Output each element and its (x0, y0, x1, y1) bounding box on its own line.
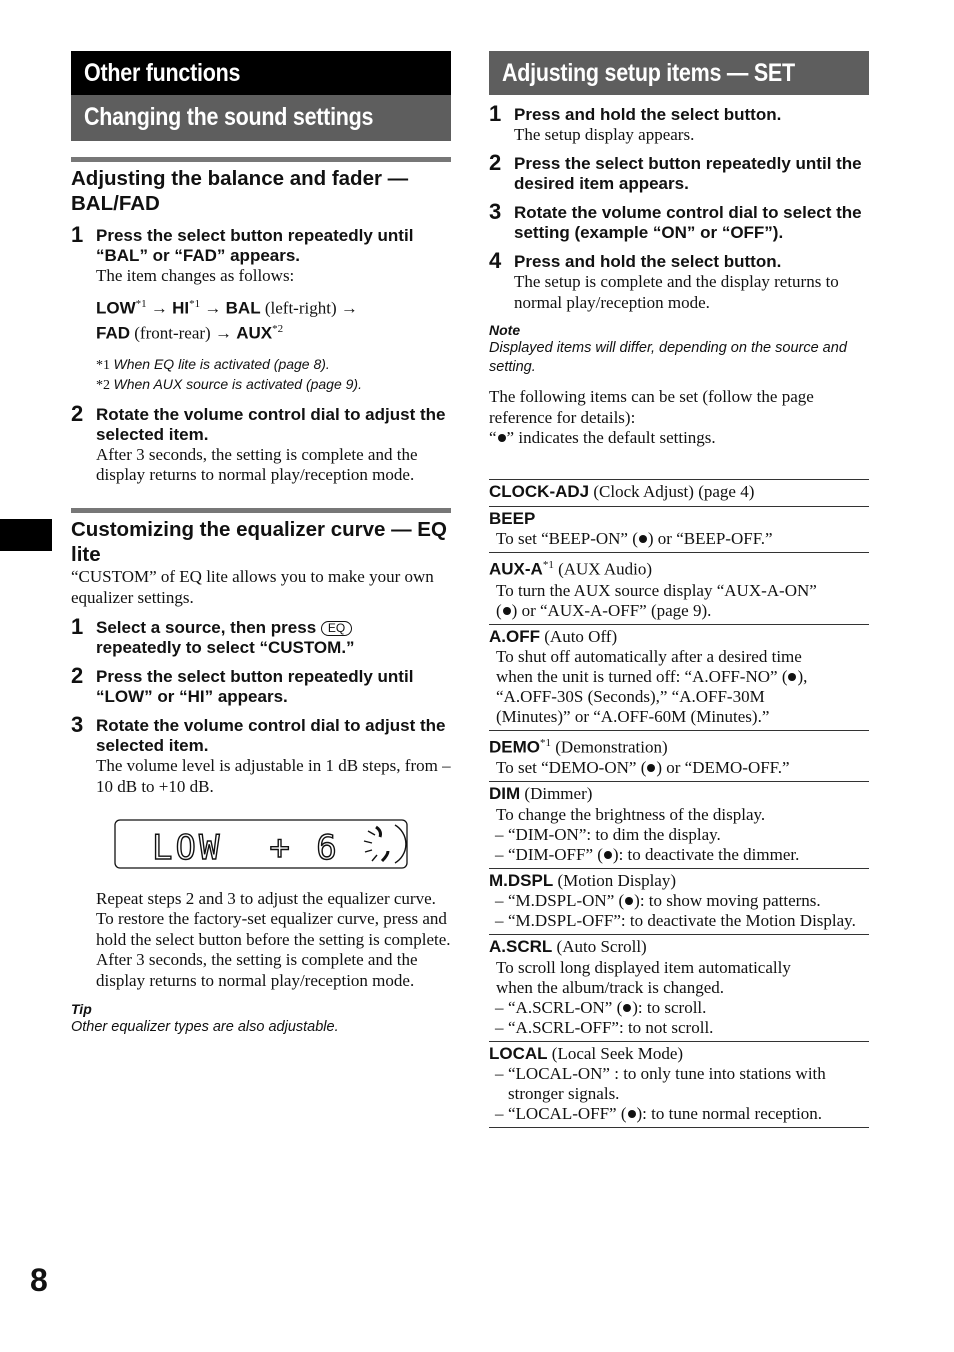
step-heading: Rotate the volume control dial to adjust the selected item. (96, 716, 446, 756)
page-number: 8 (30, 1262, 48, 1298)
step-heading: Press and hold the select button. (514, 252, 782, 272)
item-text: ): to scroll. (632, 997, 707, 1017)
set-intro-text: The following items can be set (follow the page reference for details): (489, 387, 814, 427)
item-text: ): to tune normal reception. (636, 1104, 823, 1124)
step-number: 3 (489, 199, 502, 225)
eq-step-1 (71, 614, 451, 658)
default-dot-icon (503, 607, 511, 615)
item-text: ) or “DEMO-OFF.” (656, 758, 790, 778)
item-text: To scroll long displayed item automatically (496, 957, 791, 977)
seq-fad-desc: (front-rear) (134, 324, 211, 344)
arrow-icon: → (340, 299, 358, 319)
note-label: Note (489, 322, 521, 339)
item-option (489, 998, 869, 1018)
item-text: ) or “AUX-A-OFF” (page 9). (511, 600, 712, 620)
volume-dial-icon (364, 825, 406, 863)
item-name: DEMO (489, 737, 540, 757)
seq-hi: HI (172, 299, 190, 319)
item-desc: (Demonstration) (555, 737, 668, 757)
section-rule (71, 157, 451, 162)
eq-after-1: Repeat steps 2 and 3 to adjust the equalizer curve. (96, 888, 436, 908)
note-block (489, 321, 869, 377)
lcd-display-graphic (114, 819, 408, 869)
item-text: ) or “BEEP-OFF.” (647, 529, 773, 549)
item-option (489, 1104, 869, 1124)
seq-fad: FAD (96, 324, 130, 344)
step-number: 3 (71, 712, 84, 738)
item-desc: (Motion Display) (557, 870, 677, 890)
item-name: BEEP (489, 508, 536, 528)
set-step-4 (489, 248, 869, 313)
item-name: LOCAL (489, 1043, 548, 1063)
eq-heading: Customizing the equalizer curve — EQ lite (71, 518, 447, 567)
item-name: M.DSPL (489, 870, 554, 890)
item-desc: (Auto Scroll) (556, 937, 647, 957)
item-text: “DIM-OFF” ( (508, 844, 603, 864)
item-name: DIM (489, 784, 521, 804)
item-sequence (96, 294, 451, 344)
eq-step-3 (71, 712, 451, 797)
left-column (71, 51, 451, 1037)
item-desc: (AUX Audio) (558, 560, 653, 580)
default-dot-icon (604, 851, 612, 859)
step-body: The item changes as follows: (96, 266, 295, 285)
step-number: 1 (71, 614, 84, 640)
footnote-text: When AUX source is activated (page 9). (113, 375, 362, 392)
set-step-3 (489, 199, 869, 243)
seq-bal-desc: (left-right) (264, 299, 337, 319)
item-desc: (Local Seek Mode) (551, 1043, 684, 1063)
item-text: To set “DEMO-ON” ( (496, 758, 647, 778)
seq-aux-ref: *2 (272, 323, 284, 336)
footnote-text: When EQ lite is activated (page 8). (113, 355, 330, 372)
default-dot-icon (628, 1110, 636, 1118)
item-ref: *1 (540, 737, 551, 750)
seq-low-ref: *1 (135, 298, 147, 311)
item-text: when the unit is turned off: “A.OFF-NO” ( (496, 667, 788, 687)
seq-bal: BAL (225, 299, 261, 319)
arrow-icon: → (150, 299, 168, 319)
item-beep (489, 507, 869, 554)
footnote-1 (71, 355, 451, 375)
eq-after-3: After 3 seconds, the setting is complete and the display returns to normal play/reception mode. (96, 950, 418, 990)
default-dot-icon (647, 764, 655, 772)
chapter-banner (71, 51, 451, 95)
item-m-dspl (489, 869, 869, 936)
default-dot-icon (625, 897, 633, 905)
step-body: After 3 seconds, the setting is complete and the display returns to normal play/reception mode. (96, 444, 418, 484)
item-text: (Minutes)” or “A.OFF-60M (Minutes).” (496, 707, 770, 727)
setup-items-list (489, 479, 869, 1128)
item-name: A.SCRL (489, 937, 553, 957)
item-text: To shut off automatically after a desired time (496, 647, 802, 667)
lcd-text: LOW + 6 (152, 827, 340, 868)
item-text: ( (496, 600, 502, 620)
step-heading-part: repeatedly to select “CUSTOM.” (96, 638, 355, 658)
default-dot-icon (623, 1004, 631, 1012)
item-text: To change the brightness of the display. (496, 804, 766, 824)
item-name: A.OFF (489, 626, 540, 646)
item-option: – “DIM-ON”: to dim the display. (489, 825, 869, 845)
item-name: AUX-A (489, 560, 543, 580)
item-text: ), (797, 667, 808, 687)
item-text: “M.DSPL-ON” ( (508, 891, 625, 911)
item-local (489, 1042, 869, 1129)
step-heading: Rotate the volume control dial to select the setting (example “ON” or “OFF”). (514, 203, 862, 243)
item-desc: (Auto Off) (544, 626, 618, 646)
step-number: 2 (71, 663, 84, 689)
step-number: 2 (489, 150, 502, 176)
item-ref: *1 (542, 559, 554, 572)
footnote-2 (71, 375, 451, 395)
step-body: The setup is complete and the display returns to normal play/reception mode. (514, 272, 839, 312)
default-legend-text: ” indicates the default settings. (506, 428, 716, 448)
section-banner (71, 95, 451, 141)
footnote-mark: *1 (96, 357, 110, 373)
eq-intro: “CUSTOM” of EQ lite allows you to make your own equalizer settings. (71, 567, 434, 607)
item-option: – “A.SCRL-OFF”: to not scroll. (489, 1018, 869, 1038)
item-text: To set “BEEP-ON” ( (496, 529, 638, 549)
item-text: “A.OFF-30S (Seconds),” “A.OFF-30M (496, 687, 765, 707)
step-heading: Rotate the volume control dial to adjust the selected item. (96, 404, 446, 444)
item-text: ): to show moving patterns. (634, 891, 821, 911)
tip-label: Tip (71, 1001, 92, 1017)
item-dim (489, 782, 869, 869)
item-aux-a (489, 553, 869, 624)
default-dot-icon (788, 673, 796, 681)
eq-after-notes (71, 889, 451, 991)
item-text: when the album/track is changed. (496, 977, 725, 997)
section-rule (71, 508, 451, 513)
set-intro (489, 387, 869, 448)
item-text: “LOCAL-OFF” ( (508, 1104, 627, 1124)
bal-fad-heading: Adjusting the balance and fader — BAL/FAD (71, 167, 409, 215)
eq-button-icon: EQ (321, 621, 352, 636)
step-number: 4 (489, 248, 502, 274)
set-title: Adjusting setup items — SET (502, 59, 795, 87)
right-column (489, 51, 869, 1128)
note-text: Displayed items will differ, depending on the source and setting. (489, 340, 847, 376)
arrow-icon: → (214, 324, 232, 344)
step-body: The volume level is adjustable in 1 dB steps, from –10 dB to +10 dB. (96, 756, 451, 796)
item-a-off (489, 625, 869, 732)
item-name: CLOCK-ADJ (489, 482, 590, 502)
step-heading (96, 618, 451, 658)
step-heading: Press the select button repeatedly until “BAL” or “FAD” appears. (96, 226, 414, 265)
tip-block (71, 1000, 451, 1037)
step-heading: Press the select button repeatedly until the desired item appears. (514, 154, 862, 194)
item-option: – “LOCAL-ON” : to only tune into stations with stronger signals. (489, 1064, 869, 1104)
footnote-mark: *2 (96, 377, 110, 393)
lcd-display-illustration (114, 819, 408, 869)
set-step-2 (489, 150, 869, 194)
set-step-1 (489, 101, 869, 145)
item-option (489, 845, 869, 865)
section-tab-marker (0, 519, 52, 551)
item-option (489, 891, 869, 911)
item-desc: (Clock Adjust) (page 4) (593, 482, 755, 502)
step-number: 2 (71, 400, 84, 426)
step-number: 1 (489, 101, 502, 126)
item-text: “A.SCRL-ON” ( (508, 997, 623, 1017)
eq-step-2 (71, 663, 451, 707)
item-text: To turn the AUX source display “AUX-A-ON” (496, 580, 817, 600)
tip-text: Other equalizer types are also adjustable. (71, 1019, 339, 1035)
item-option: – “M.DSPL-OFF”: to deactivate the Motion Display. (489, 911, 869, 931)
item-text: ): to deactivate the dimmer. (612, 844, 800, 864)
seq-low: LOW (96, 299, 136, 319)
seq-aux: AUX (236, 324, 273, 344)
item-desc: (Dimmer) (524, 784, 593, 804)
default-dot-icon (498, 434, 506, 442)
step-heading: Press the select button repeatedly until “LOW” or “HI” appears. (96, 667, 414, 707)
bal-step-1 (71, 222, 451, 345)
quote-open: “ (489, 428, 497, 448)
arrow-icon: → (204, 299, 222, 319)
step-heading: Press and hold the select button. (514, 105, 782, 124)
section-title: Changing the sound settings (84, 103, 374, 131)
eq-after-2: To restore the factory-set equalizer curve, press and hold the select button before the setting is complete. (96, 909, 451, 949)
chapter-title: Other functions (84, 59, 241, 87)
step-number: 1 (71, 222, 84, 247)
set-banner (489, 51, 869, 95)
default-dot-icon (639, 535, 647, 543)
seq-hi-ref: *1 (189, 298, 201, 311)
step-body: The setup display appears. (514, 125, 695, 144)
step-heading-part: Select a source, then press (96, 618, 317, 638)
item-clock-adj (489, 480, 869, 507)
item-a-scrl (489, 935, 869, 1042)
item-demo (489, 731, 869, 782)
bal-step-2 (71, 400, 451, 486)
